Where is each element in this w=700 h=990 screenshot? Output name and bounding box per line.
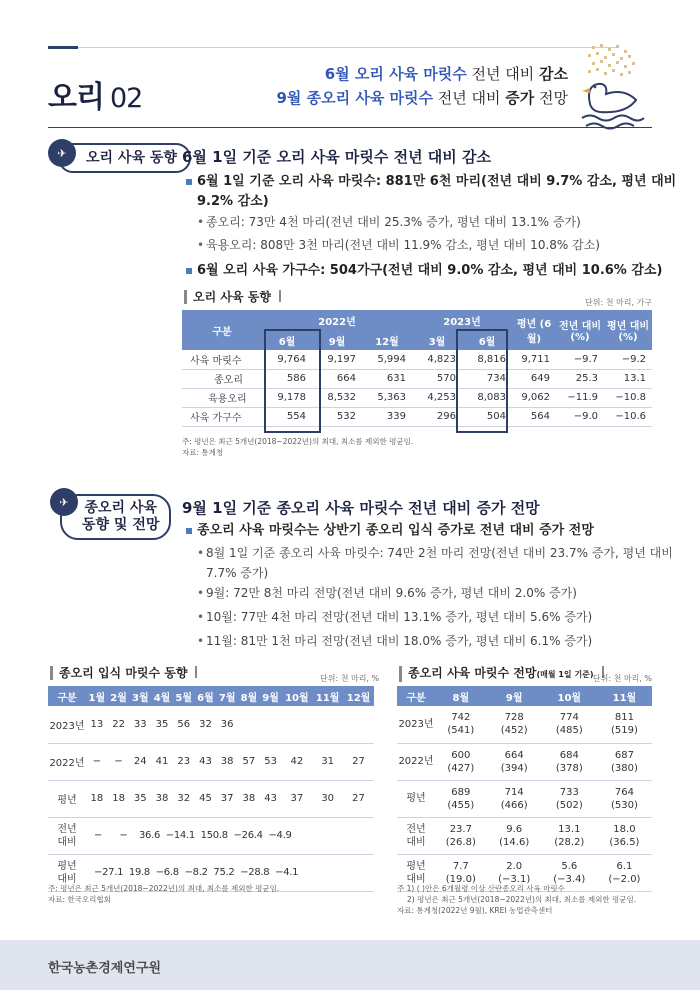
section2-sub-4: • 11월: 81만 1천 마리 전망(전년 대비 18.0% 증가, 평년 대비 6.1% 증가) (206, 631, 592, 651)
footer (0, 940, 700, 990)
table-row: 사육 가구수 554 532 339 296 504 564 −9.0 −10.6 (182, 407, 652, 426)
section2-sub-3: • 10월: 77만 4천 마리 전망(전년 대비 13.1% 증가, 평년 대비 5.6% 증가) (206, 607, 592, 627)
table1-month: 6월 (262, 330, 312, 350)
table1-month: 6월 (462, 330, 512, 350)
duck-illustration-icon (578, 42, 646, 132)
section1-title: 6월 1일 기준 오리 사육 마릿수 전년 대비 감소 (182, 148, 491, 166)
table1-title: 오리 사육 동향 (184, 290, 281, 304)
section2-sub-2: • 9월: 72만 8천 마리 전망(전년 대비 9.6% 증가, 평년 대비 2.0% 증가) (206, 583, 577, 603)
breeder-stocking-table: 구분 1월 2월 3월 4월 5월 6월 7월 8월 9월 10월 11월 12월 2023년 13 22 33 35 56 32 36 2022년 − − 24 41 23 43 38 57 53 42 31 27 평년 18 18 35 38 32 45 37 38 43 37 30 27 전년 대비 − − 36.6 −14.1 150.8 −26.4 −4.9 평년 대비 −27.1 19.8 −6.8 −8.2 75.2 −28.8 −4.1 (48, 686, 374, 892)
header-rule (78, 47, 618, 48)
table-row: 사육 마릿수 9,764 9,197 5,994 4,823 8,816 9,711 −9.7 −9.2 (182, 350, 652, 369)
table1-month: 3월 (412, 330, 462, 350)
table1-highlight-2023-june (456, 329, 508, 433)
table2-head-gubun: 구분 (48, 686, 86, 706)
section1-tag-label: 오리 사육 동향 (58, 143, 191, 173)
table1-head-yoy: 전년 대비 (%) (556, 310, 604, 350)
section1-bullet-2: 6월 오리 사육 가구수: 504가구(전년 대비 9.0% 감소, 평년 대비 10.6% 감소) (197, 261, 662, 281)
table-row: 평년 18 18 35 38 32 45 37 38 43 37 30 27 (48, 780, 374, 817)
section2-title: 9월 1일 기준 종오리 사육 마릿수 전년 대비 증가 전망 (182, 499, 540, 517)
section1-bullet-1: 6월 1일 기준 오리 사육 마릿수: 881만 6천 마리(전년 대비 9.7% 감소, 평년 대비 9.2% 감소) (197, 172, 676, 212)
table-row: 전년 대비 − − 36.6 −14.1 150.8 −26.4 −4.9 (48, 817, 374, 854)
table1-head-gubun: 구분 (182, 310, 262, 350)
table-row: 전년 대비 23.7 (26.8) 9.6 (14.6) 13.1 (28.2) 18.0 (36.5) (397, 817, 652, 854)
table-row: 2022년 600 (427) 664 (394) 684 (378) 687 (380) (397, 743, 652, 780)
footer-org-name: 한국농촌경제연구원 (48, 961, 162, 976)
table-row: 종오리 586 664 631 570 734 649 25.3 13.1 (182, 369, 652, 388)
page-title (48, 72, 142, 116)
table1-head-avg-chg: 평년 대비 (%) (604, 310, 652, 350)
table-row: 평년 대비 −27.1 19.8 −6.8 −8.2 75.2 −28.8 −4.1 (48, 854, 374, 891)
page-title-main: 오리 (48, 80, 104, 115)
header-accent-rule (48, 46, 78, 49)
table1-unit: 단위: 천 마리, 가구 (585, 298, 652, 307)
table-row: 평년 대비 7.7 (19.0) 2.0 (−3.1) 5.6 (−3.4) 6.1 (−2.0) (397, 854, 652, 891)
section1-tag (58, 143, 191, 173)
table1-head-2022: 2022년 (262, 310, 412, 330)
table2-note: 주: 평년은 최근 5개년(2018~2022년)의 최대, 최소를 제외한 평균임. 자료: 한국오리협회 (48, 884, 280, 904)
header-bottom-rule (48, 127, 652, 128)
table1-head-2023: 2023년 (412, 310, 512, 330)
table3-title: 종오리 사육 마릿수 전망(매월 1일 기준) (399, 666, 604, 682)
table1-month: 12월 (362, 330, 412, 350)
bird-icon: ✈ (50, 488, 78, 516)
table-row: 2023년 13 22 33 35 56 32 36 (48, 706, 374, 743)
section1-sub-1: • 종오리: 73만 4천 마리(전년 대비 25.3% 증가, 평년 대비 13.1% 증가) (206, 212, 581, 232)
section2-sub-1: • 8월 1일 기준 종오리 사육 마릿수: 74만 2천 마리 전망(전년 대비 23.7% 증가, 평년 대비 7.7% 증가) (206, 543, 673, 583)
table-row: 2022년 − − 24 41 23 43 38 57 53 42 31 27 (48, 743, 374, 780)
bird-icon: ✈ (48, 139, 76, 167)
table2-yoy-values: − − 36.6 −14.1 150.8 −26.4 −4.9 (86, 817, 374, 854)
table2-avg-values: −27.1 19.8 −6.8 −8.2 75.2 −28.8 −4.1 (86, 854, 374, 891)
headline-line-2: 9월 종오리 사육 마릿수 전년 대비 증가 전망 (276, 89, 568, 107)
section2-tag (60, 494, 171, 540)
section2-bullet-1: 종오리 사육 마릿수는 상반기 종오리 입식 증가로 전년 대비 증가 전망 (197, 521, 594, 541)
table2-unit: 단위: 천 마리, % (320, 674, 380, 683)
table3-note: 주 1) ( )안은 6개월령 이상 산란종오리 사육 마릿수 2) 평년은 최근 5개년(2018~2022년)의 최대, 최소를 제외한 평균임. 자료: 통계청(2022년 9월), KREI 농업관측센터 (397, 884, 637, 915)
page-title-number: 02 (109, 83, 143, 114)
headline (276, 62, 568, 110)
table1-highlight-2022-june (264, 329, 321, 433)
table2-title: 종오리 입식 마릿수 동향 (50, 666, 197, 680)
table1-month: 9월 (312, 330, 362, 350)
table-row: 육용오리 9,178 8,532 5,363 4,253 8,083 9,062 −11.9 −10.8 (182, 388, 652, 407)
table-row: 2023년 742 (541) 728 (452) 774 (485) 811 (519) (397, 706, 652, 743)
table3-unit: 단위: 천 마리, % (592, 674, 652, 683)
table1-head-avg: 평년 (6월) (512, 310, 556, 350)
table-row: 평년 689 (455) 714 (466) 733 (502) 764 (530) (397, 780, 652, 817)
table1-note: 주: 평년은 최근 5개년(2018~2022년)의 최대, 최소를 제외한 평균임. 자료: 통계청 (182, 437, 414, 457)
headline-line-1: 6월 오리 사육 마릿수 전년 대비 감소 (324, 65, 568, 83)
section1-sub-2: • 육용오리: 808만 3천 마리(전년 대비 11.9% 감소, 평년 대비 10.8% 감소) (206, 235, 600, 255)
section2-tag-label: 종오리 사육 동향 및 전망 (60, 494, 171, 540)
breeder-forecast-table: 구분 8월 9월 10월 11월 2023년 742 (541) 728 (452) 774 (485) 811 (519) 2022년 600 (427) 664 (394) 684 (378) 687 (380) 평년 689 (455) 714 (466) 733 (502) 764 (530) 전년 대비 23.7 (26.8) 9.6 (14.6) 13.1 (28.2) 18.0 (36.5) 평년 대비 7.7 (19.0) 2.0 (−3.1) 5.6 (−3.4) 6.1 (−2.0) (397, 686, 652, 892)
duck-stats-table (182, 310, 652, 427)
